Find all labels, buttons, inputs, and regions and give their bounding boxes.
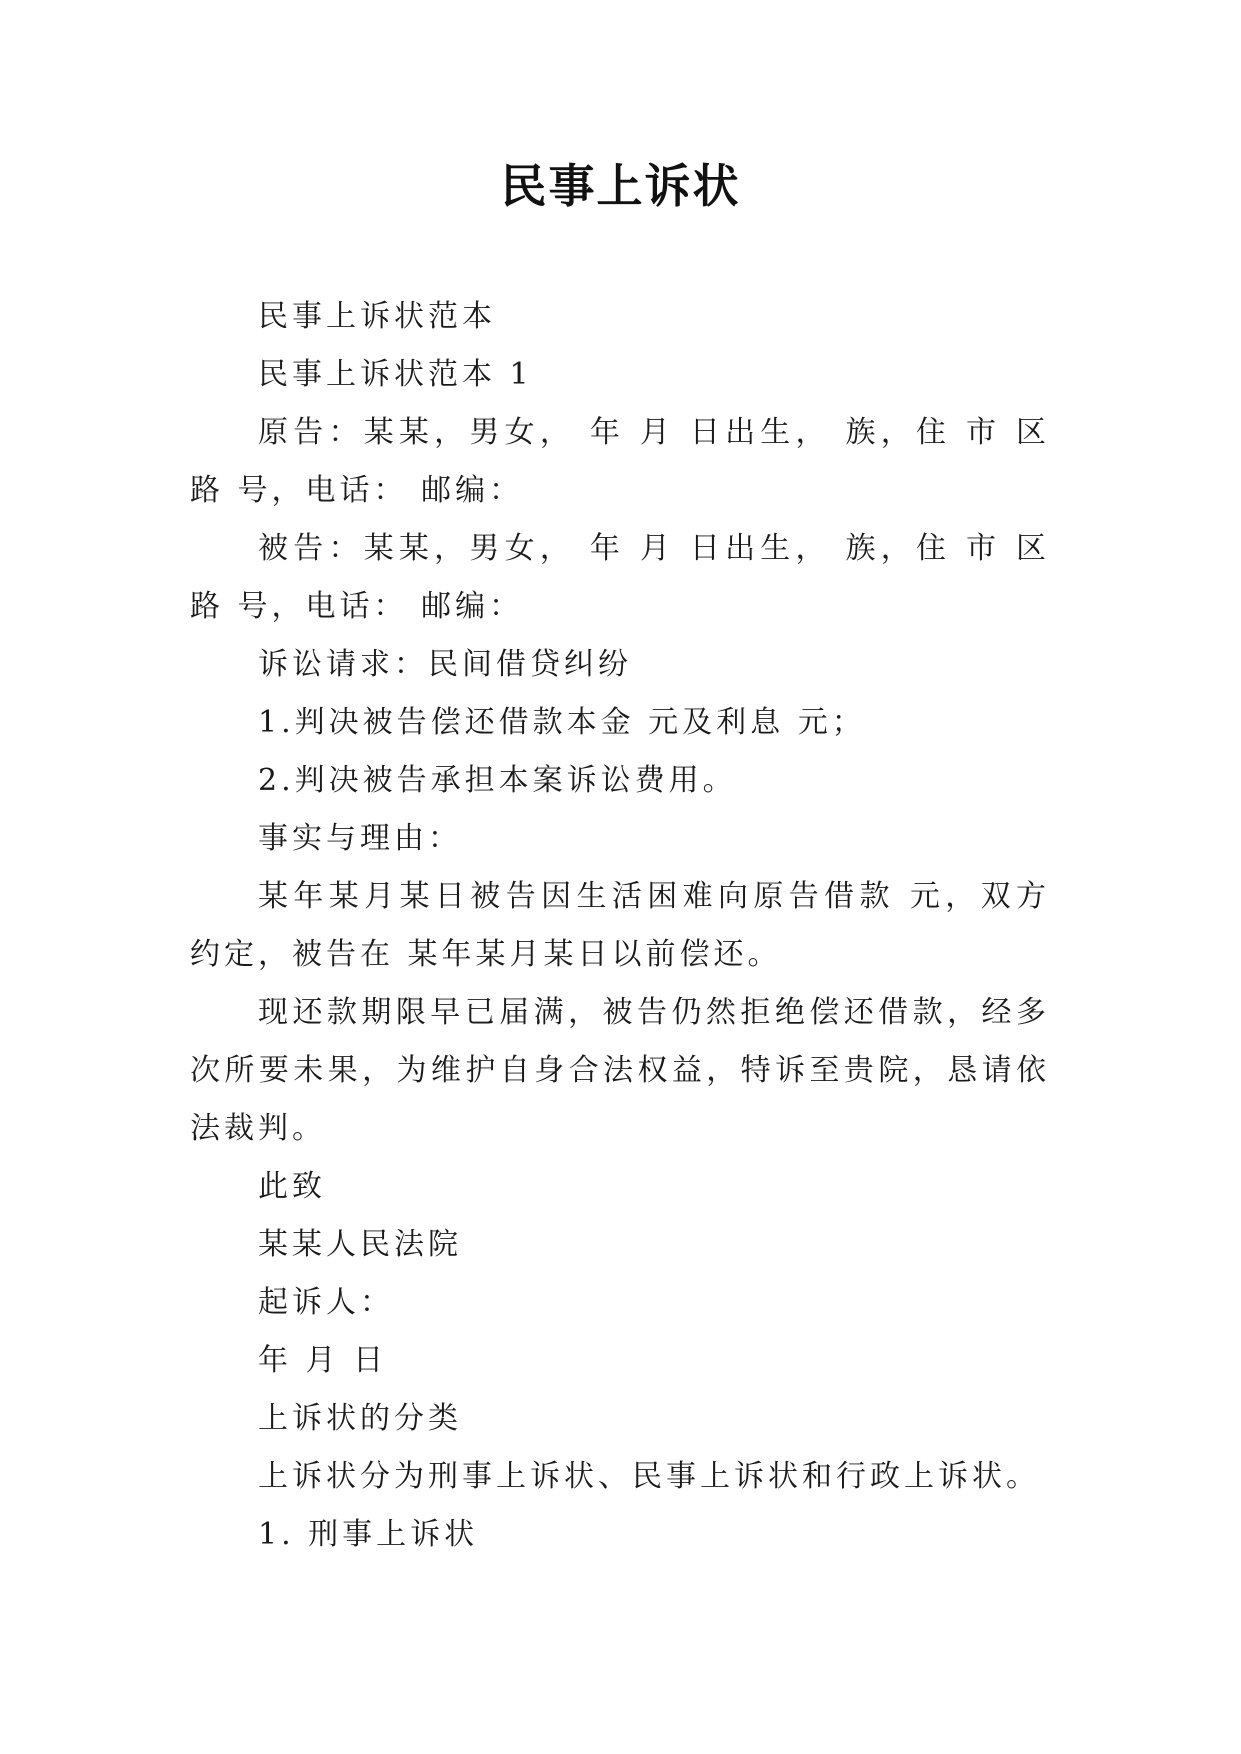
paragraph: 2.判决被告承担本案诉讼费用。: [258, 763, 737, 798]
paragraph: 诉讼请求：民间借贷纠纷: [258, 647, 632, 682]
paragraph: 上诉状的分类: [258, 1401, 462, 1436]
paragraph: 上诉状分为刑事上诉状、民事上诉状和行政上诉状。: [258, 1459, 1040, 1494]
paragraph: 民事上诉状范本 1: [258, 357, 533, 392]
document-body: [190, 288, 1050, 1564]
paragraph: 此致: [258, 1169, 326, 1204]
paragraph: 现还款期限早已届满，被告仍然拒绝偿还借款，经多次所要未果，为维护自身合法权益，特诉至贵院，恳请依法裁判。: [190, 995, 1050, 1146]
paragraph: 1.判决被告偿还借款本金 元及利息 元；: [258, 705, 866, 740]
paragraph: 某年某月某日被告因生活困难向原告借款 元，双方约定，被告在 某年某月某日以前偿还。: [190, 879, 1050, 972]
paragraph: 某某人民法院: [258, 1227, 462, 1262]
paragraph: 原告：某某，男女， 年 月 日出生， 族，住 市 区 路 号，电话： 邮编：: [190, 415, 1050, 508]
paragraph: 民事上诉状范本: [258, 299, 496, 334]
paragraph: 起诉人：: [258, 1285, 394, 1320]
paragraph: 事实与理由：: [258, 821, 462, 856]
paragraph: 年 月 日: [258, 1343, 388, 1378]
document-title: 民事上诉状: [500, 159, 741, 213]
paragraph: 1. 刑事上诉状: [258, 1517, 479, 1552]
paragraph: 被告：某某，男女， 年 月 日出生， 族，住 市 区 路 号，电话： 邮编：: [190, 531, 1050, 624]
